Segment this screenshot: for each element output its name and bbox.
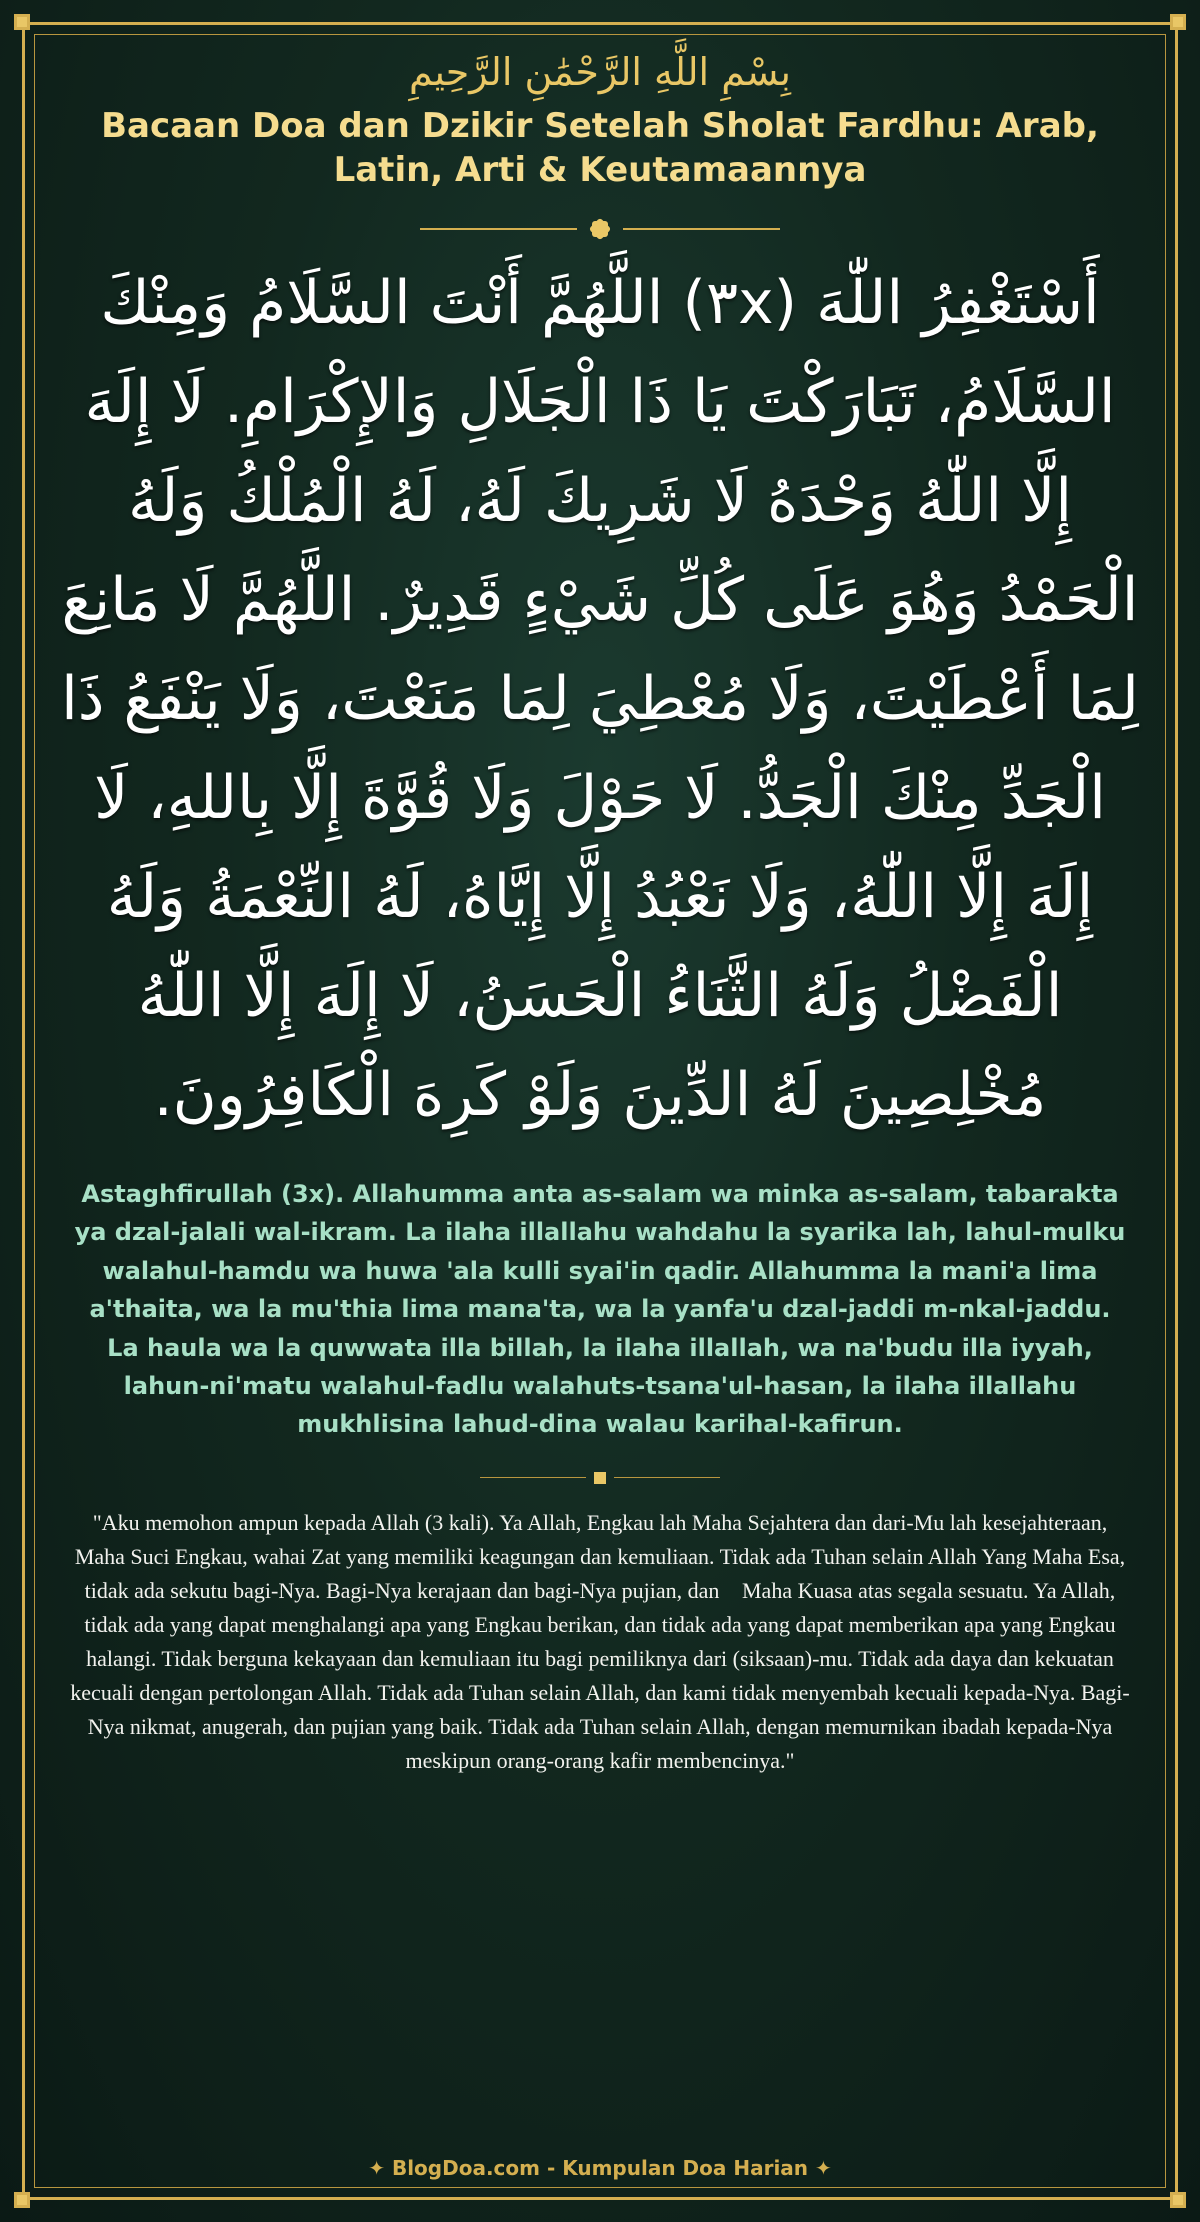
footer-credit: ✦ BlogDoa.com - Kumpulan Doa Harian ✦ [368, 2156, 832, 2180]
small-divider [480, 1472, 720, 1484]
basmalah: بِسْمِ اللَّهِ الرَّحْمَٰنِ الرَّحِيمِ [409, 50, 791, 94]
divider-line [480, 1477, 586, 1478]
arabic-text: أَسْتَغْفِرُ اللّٰهَ (٣x) اللَّهُمَّ أَنْتَ السَّلَامُ وَمِنْكَ السَّلَامُ، تَبَارَكْتَ يَا ذَا الْجَلَالِ وَالإِكْرَامِ. لَا إِلَهَ إِلَّا اللّٰهُ وَحْدَهُ لَا شَرِيكَ لَهُ، لَهُ الْمُلْكُ وَلَهُ الْحَمْدُ وَهُوَ عَلَى كُلِّ شَيْءٍ قَدِيرٌ. اللَّهُمَّ لَا مَانِعَ لِمَا أَعْطَيْتَ، وَلَا مُعْطِيَ لِمَا مَنَعْتَ، وَلَا يَنْفَعُ ذَا الْجَدِّ مِنْكَ الْجَدُّ. لَا حَوْلَ وَلَا قُوَّةَ إِلَّا بِاللهِ، لَا إِلَهَ إِلَّا اللّٰهُ، وَلَا نَعْبُدُ إِلَّا إِيَّاهُ، لَهُ النِّعْمَةُ وَلَهُ الْفَضْلُ وَلَهُ الثَّنَاءُ الْحَسَنُ، لَا إِلَهَ إِلَّا اللّٰهُ مُخْلِصِينَ لَهُ الدِّينَ وَلَوْ كَرِهَ الْكَافِرُونَ. [61, 267, 1139, 1130]
divider-line [614, 1477, 720, 1478]
corner-ornament-icon [14, 14, 30, 30]
divider-line [623, 228, 780, 230]
content [61, 50, 1139, 1778]
corner-ornament-icon [1170, 2192, 1186, 2208]
divider-line [420, 228, 577, 230]
star-ornament-icon [589, 218, 611, 240]
latin-transliteration: Astaghfirullah (3x). Allahumma anta as-salam wa minka as-salam, tabarakta ya dzal-jalali wal-ikram. La ilaha illallahu wahdahu la syarika lah, lahul-mulku walahul-hamdu wa huwa 'ala kulli syai'in qadir. Allahumma la mani'a lima a'thaita, wa la mu'thia lima mana'ta, wa la yanfa'u dzal-jaddi m-nkal-jaddu. La haula wa la quwwata illa billah, la ilaha illallah, wa na'budu illa iyyah, lahun-ni'matu walahul-fadlu walahuts-tsana'ul-hasan, la ilaha illallahu mukhlisina lahud-dina walau karihal-kafirun. [74, 1179, 1126, 1439]
square-ornament-icon [594, 1472, 606, 1484]
ornamental-divider [420, 218, 780, 240]
corner-ornament-icon [1170, 14, 1186, 30]
page-title: Bacaan Doa dan Dzikir Setelah Sholat Fardhu: Arab, Latin, Arti & Keutamaannya [101, 105, 1099, 190]
translation-text: "Aku memohon ampun kepada Allah (3 kali). Ya Allah, Engkau lah Maha Sejahtera dan dari-Mu lah kesejahteraan, Maha Suci Engkau, wahai Zat yang memiliki keagungan dan kemuliaan. Tidak ada Tuhan selain Allah Yang Maha Esa, tidak ada sekutu bagi-Nya. Bagi-Nya kerajaan dan bagi-Nya pujian, dan􏰀 Maha Kuasa atas segala sesuatu. Ya Allah, tidak ada yang dapat menghalangi apa yang Engkau berikan, dan tidak ada yang dapat memberikan apa yang Engkau halangi. Tidak berguna kekayaan dan kemuliaan itu bagi pemiliknya dari (siksaan)-mu. Tidak ada daya dan kekuatan kecuali dengan pertolongan Allah. Tidak ada Tuhan selain Allah, dan kami tidak menyembah kecuali kepada-Nya. Bagi-Nya nikmat, anugerah, dan pujian yang baik. Tidak ada Tuhan selain Allah, dengan memurnikan ibadah kepada-Nya meskipun orang-orang kafir membencinya." [70, 1509, 1130, 1774]
corner-ornament-icon [14, 2192, 30, 2208]
